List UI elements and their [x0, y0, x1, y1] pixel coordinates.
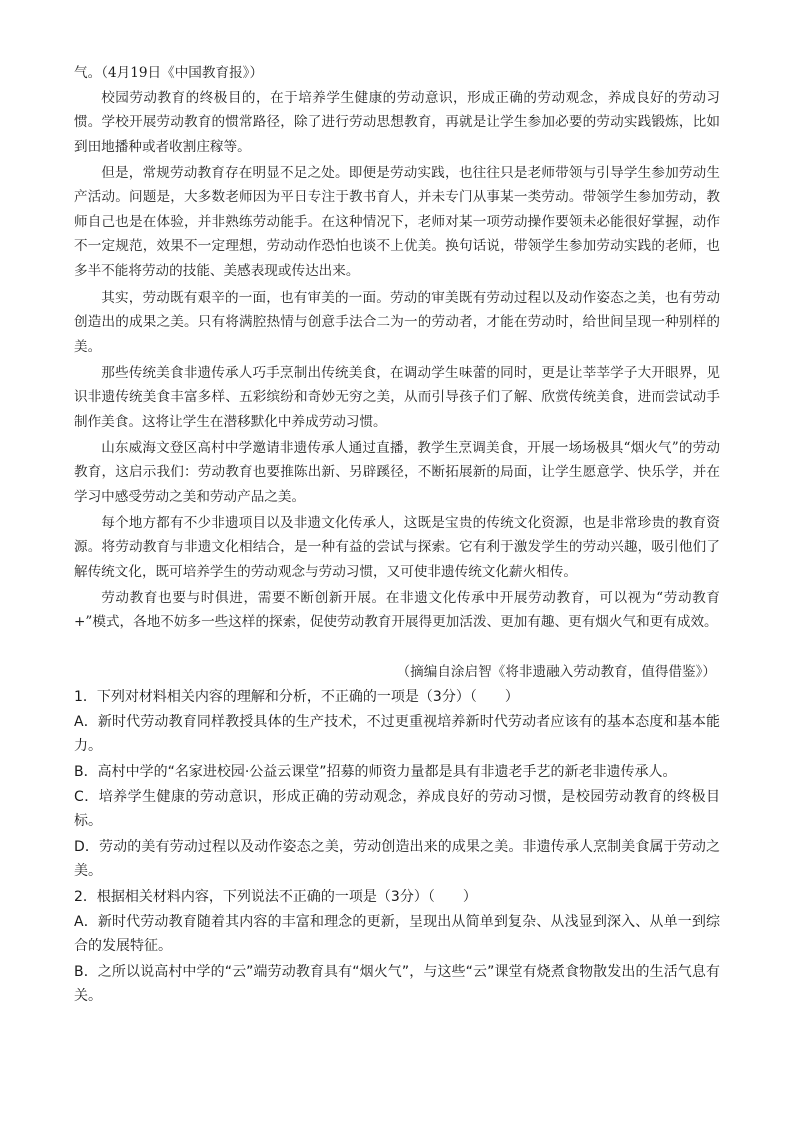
passage-paragraph-3: 其实，劳动既有艰辛的一面，也有审美的一面。劳动的审美既有劳动过程以及动作姿态之美，也有劳动创造出的成果之美。只有将满腔热情与创意手法合二为一的劳动者，才能在劳动时，给世间呈现一种别样的美。	[74, 290, 720, 355]
question-1-option-b: B．高村中学的“名家进校园·公益云课堂”招募的师资力量都是具有非遗老手艺的新老非遗传承人。	[74, 764, 677, 780]
passage-paragraph-1: 校园劳动教育的终极目的，在于培养学生健康的劳动意识，形成正确的劳动观念，养成良好的劳动习惯。学校开展劳动教育的惯常路径，除了进行劳动思想教育，再就是让学生参加必要的劳动实践锻炼，比如到田地播种或者收割庄稼等。	[74, 90, 720, 155]
question-2-stem: 2．根据相关材料内容，下列说法不正确的一项是（3分）（ ）	[74, 889, 477, 905]
passage-paragraph-6: 每个地方都有不少非遗项目以及非遗文化传承人，这既是宝贵的传统文化资源，也是非常珍贵的教育资源。将劳动教育与非遗文化相结合，是一种有益的尝试与探索。它有利于激发学生的劳动兴趣，吸引他们了解传统文化，既可培养学生的劳动观念与劳动习惯，又可使非遗传统文化薪火相传。	[74, 515, 720, 580]
passage-paragraph-2: 但是，常规劳动教育存在明显不足之处。即便是劳动实践，也往往只是老师带领与引导学生参加劳动生产活动。问题是，大多数老师因为平日专注于教书育人，并未专门从事某一类劳动。带领学生参加劳动，教师自己也是在体验，并非熟练劳动能手。在这种情况下，老师对某一项劳动操作要领未必能很好掌握，动作不一定规范，效果不一定理想，劳动动作恐怕也谈不上优美。换句话说，带领学生参加劳动实践的老师，也多半不能将劳动的技能、美感表现或传达出来。	[74, 165, 720, 279]
passage-paragraph-4: 那些传统美食非遗传承人巧手烹制出传统美食，在调动学生味蕾的同时，更是让莘莘学子大开眼界，见识非遗传统美食丰富多样、五彩缤纷和奇妙无穷之美，从而引导孩子们了解、欣赏传统美食，进而尝试动手制作美食。这将让学生在潜移默化中养成劳动习惯。	[74, 365, 720, 430]
passage-paragraph-5: 山东威海文登区高村中学邀请非遗传承人通过直播，教学生烹调美食，开展一场场极具“烟火气”的劳动教育，这启示我们：劳动教育也要推陈出新、另辟蹊径，不断拓展新的局面，让学生愿意学、快乐学，并在学习中感受劳动之美和劳动产品之美。	[74, 440, 720, 505]
question-2-option-a: A．新时代劳动教育随着其内容的丰富和理念的更新，呈现出从简单到复杂、从浅显到深入、从单一到综合的发展特征。	[74, 914, 720, 955]
question-1-option-d: D．劳动的美有劳动过程以及动作姿态之美，劳动创造出来的成果之美。非遗传承人烹制美食属于劳动之美。	[74, 839, 720, 880]
question-2-option-b: B．之所以说高村中学的“云”端劳动教育具有“烟火气”，与这些“云”课堂有烧煮食物散发出的生活气息有关。	[74, 964, 720, 1005]
question-1-stem: 1．下列对材料相关内容的理解和分析，不正确的一项是（3分）（ ）	[74, 689, 519, 705]
passage-source: （摘编自涂启智《将非遗融入劳动教育，值得借鉴》）	[396, 664, 716, 680]
question-1-option-a: A．新时代劳动教育同样教授具体的生产技术，不过更重视培养新时代劳动者应该有的基本态度和基本能力。	[74, 714, 720, 755]
question-1-option-c: C．培养学生健康的劳动意识，形成正确的劳动观念，养成良好的劳动习惯，是校园劳动教育的终极目标。	[74, 789, 720, 830]
passage-paragraph-7: 劳动教育也要与时俱进，需要不断创新开展。在非遗文化传承中开展劳动教育，可以视为“劳动教育+”模式，各地不妨多一些这样的探索，促使劳动教育开展得更加活泼、更加有趣、更有烟火气和更有成效。	[74, 590, 720, 631]
passage-intro-tail: 气。（4月19日《中国教育报》）	[74, 65, 264, 81]
